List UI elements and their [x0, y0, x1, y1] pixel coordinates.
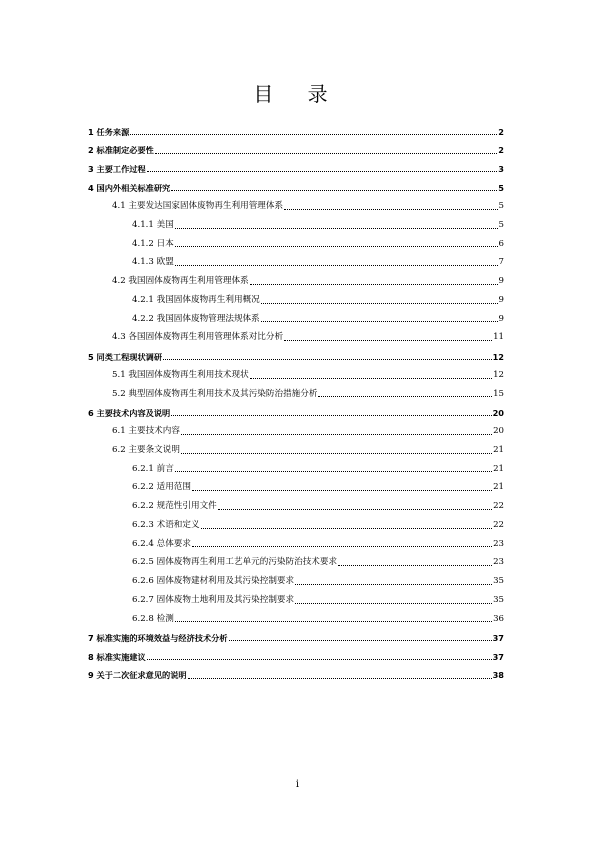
toc-leader-dots	[261, 302, 498, 304]
toc-entry[interactable]	[88, 494, 504, 513]
toc-entry-page: 3	[498, 164, 504, 175]
toc-entry[interactable]	[88, 475, 504, 494]
toc-entry-page: 5	[498, 182, 504, 193]
toc-entry-page: 35	[493, 576, 504, 587]
toc-leader-dots	[181, 433, 492, 435]
toc-leader-dots	[295, 583, 492, 585]
page-number: i	[295, 779, 300, 790]
toc-entry[interactable]	[88, 419, 504, 438]
toc-entry-page: 38	[492, 670, 504, 681]
toc-entry[interactable]	[88, 607, 504, 626]
toc-entry[interactable]	[88, 644, 504, 663]
toc-entry-label: 5.1 我国固体废物再生利用技术现状	[112, 369, 249, 380]
toc-entry-page: 2	[498, 145, 504, 156]
toc-entry-page: 21	[493, 444, 504, 455]
toc-entry[interactable]	[88, 288, 504, 307]
toc-entry[interactable]	[88, 250, 504, 269]
toc-entry-page: 9	[498, 313, 504, 324]
toc-entry-label: 6.2.4 总体要求	[132, 538, 191, 549]
toc-entry-page: 6	[498, 238, 504, 249]
toc-entry[interactable]	[88, 400, 504, 419]
toc-entry-label: 6.2.6 固体废物建材利用及其污染控制要求	[132, 576, 295, 587]
toc-entry-label: 5.2 典型固体废物再生利用技术及其污染防治措施分析	[112, 388, 318, 399]
toc-leader-dots	[284, 208, 497, 210]
toc-leader-dots	[175, 264, 498, 266]
toc-leader-dots	[201, 527, 492, 529]
toc-entry-page: 37	[492, 651, 504, 662]
toc-entry[interactable]	[88, 175, 504, 194]
toc-entry-page: 23	[493, 538, 504, 549]
toc-entry[interactable]	[88, 625, 504, 644]
toc-entry[interactable]	[88, 550, 504, 569]
toc-entry-label: 4.1 主要发达国家固体废物再生利用管理体系	[112, 201, 284, 212]
toc-entry[interactable]	[88, 232, 504, 251]
toc-entry-label: 6 主要技术内容及说明	[88, 407, 171, 418]
toc-leader-dots	[318, 395, 492, 397]
toc-entry-label: 6.2 主要条文说明	[112, 444, 180, 455]
toc-leader-dots	[163, 358, 492, 360]
toc-leader-dots	[188, 677, 492, 679]
toc-entry[interactable]	[88, 363, 504, 382]
toc-leader-dots	[175, 245, 498, 247]
toc-entry-label: 4.3 各国固体废物再生利用管理体系对比分析	[112, 332, 284, 343]
toc-entry-page: 21	[493, 482, 504, 493]
toc-entry-page: 36	[493, 613, 504, 624]
toc-entry-label: 6.1 主要技术内容	[112, 426, 180, 437]
toc-entry-page: 22	[493, 519, 504, 530]
toc-entry[interactable]	[88, 269, 504, 288]
toc-entry-label: 1 任务来源	[88, 126, 130, 137]
toc-entry-label: 8 标准实施建议	[88, 651, 146, 662]
toc-title: 目 录	[253, 82, 342, 106]
toc-entry-page: 2	[498, 126, 504, 137]
toc-entry-label: 6.2.3 术语和定义	[132, 519, 200, 530]
toc-leader-dots	[171, 189, 497, 191]
toc-entry-page: 35	[493, 594, 504, 605]
toc-leader-dots	[171, 414, 491, 416]
toc-entry[interactable]	[88, 119, 504, 138]
toc-entry-page: 9	[498, 294, 504, 305]
toc-entry-label: 4.2.1 我国固体废物再生利用概况	[132, 294, 260, 305]
toc-leader-dots	[175, 620, 492, 622]
toc-entry[interactable]	[88, 532, 504, 551]
toc-entry[interactable]	[88, 157, 504, 176]
toc-leader-dots	[250, 283, 498, 285]
toc-entry-page: 21	[493, 463, 504, 474]
toc-leader-dots	[175, 470, 492, 472]
toc-entry-page: 22	[493, 501, 504, 512]
toc-leader-dots	[192, 545, 492, 547]
toc-entry-label: 6.2.2 规范性引用文件	[132, 501, 217, 512]
toc-leader-dots	[192, 489, 492, 491]
toc-entry[interactable]	[88, 513, 504, 532]
toc-entry-label: 4.1.2 日本	[132, 238, 174, 249]
toc-entry-label: 4.1.3 欧盟	[132, 257, 174, 268]
toc-entry[interactable]	[88, 138, 504, 157]
toc-entry-page: 37	[492, 632, 504, 643]
toc-entry-label: 4.1.1 美国	[132, 219, 174, 230]
toc-entry-page: 23	[493, 557, 504, 568]
toc-entry-label: 6.2.8 检测	[132, 613, 174, 624]
toc-entry-label: 6.2.7 固体废物土地利用及其污染控制要求	[132, 594, 295, 605]
toc-leader-dots	[284, 339, 492, 341]
toc-leader-dots	[338, 564, 492, 566]
toc-entry-label: 4.2.2 我国固体废物管理法规体系	[132, 313, 260, 324]
toc-entry-page: 9	[498, 276, 504, 287]
toc-entry-label: 5 同类工程现状调研	[88, 351, 163, 362]
toc-entry[interactable]	[88, 194, 504, 213]
toc-leader-dots	[250, 377, 492, 379]
toc-entry[interactable]	[88, 569, 504, 588]
toc-entry[interactable]	[88, 307, 504, 326]
toc-entry-page: 20	[492, 407, 504, 418]
table-of-contents	[88, 119, 504, 682]
toc-entry-page: 7	[498, 257, 504, 268]
toc-leader-dots	[147, 170, 498, 172]
toc-entry-page: 20	[493, 426, 504, 437]
toc-leader-dots	[175, 227, 498, 229]
toc-leader-dots	[155, 152, 497, 154]
toc-entry[interactable]	[88, 438, 504, 457]
toc-entry[interactable]	[88, 663, 504, 682]
toc-entry[interactable]	[88, 344, 504, 363]
toc-entry-label: 4 国内外相关标准研究	[88, 182, 171, 193]
toc-entry[interactable]	[88, 457, 504, 476]
toc-entry[interactable]	[88, 382, 504, 401]
toc-entry-page: 5	[498, 219, 504, 230]
toc-leader-dots	[147, 658, 492, 660]
toc-entry[interactable]	[88, 325, 504, 344]
toc-entry-page: 12	[493, 369, 504, 380]
toc-entry-page: 15	[493, 388, 504, 399]
toc-entry-label: 6.2.2 适用范围	[132, 482, 191, 493]
toc-leader-dots	[229, 639, 492, 641]
toc-entry[interactable]	[88, 213, 504, 232]
toc-entry-page: 12	[492, 351, 504, 362]
toc-entry-label: 3 主要工作过程	[88, 164, 146, 175]
toc-leader-dots	[261, 320, 498, 322]
toc-entry-page: 5	[498, 201, 504, 212]
toc-leader-dots	[181, 452, 492, 454]
toc-entry-label: 6.2.1 前言	[132, 463, 174, 474]
toc-leader-dots	[295, 602, 492, 604]
toc-leader-dots	[218, 508, 492, 510]
toc-entry-label: 9 关于二次征求意见的说明	[88, 670, 187, 681]
toc-entry-label: 4.2 我国固体废物再生利用管理体系	[112, 276, 249, 287]
toc-entry[interactable]	[88, 588, 504, 607]
toc-entry-page: 11	[493, 332, 504, 343]
toc-entry-label: 6.2.5 固体废物再生利用工艺单元的污染防治技术要求	[132, 557, 338, 568]
toc-entry-label: 2 标准制定必要性	[88, 145, 154, 156]
toc-leader-dots	[130, 133, 497, 135]
toc-entry-label: 7 标准实施的环境效益与经济技术分析	[88, 632, 228, 643]
